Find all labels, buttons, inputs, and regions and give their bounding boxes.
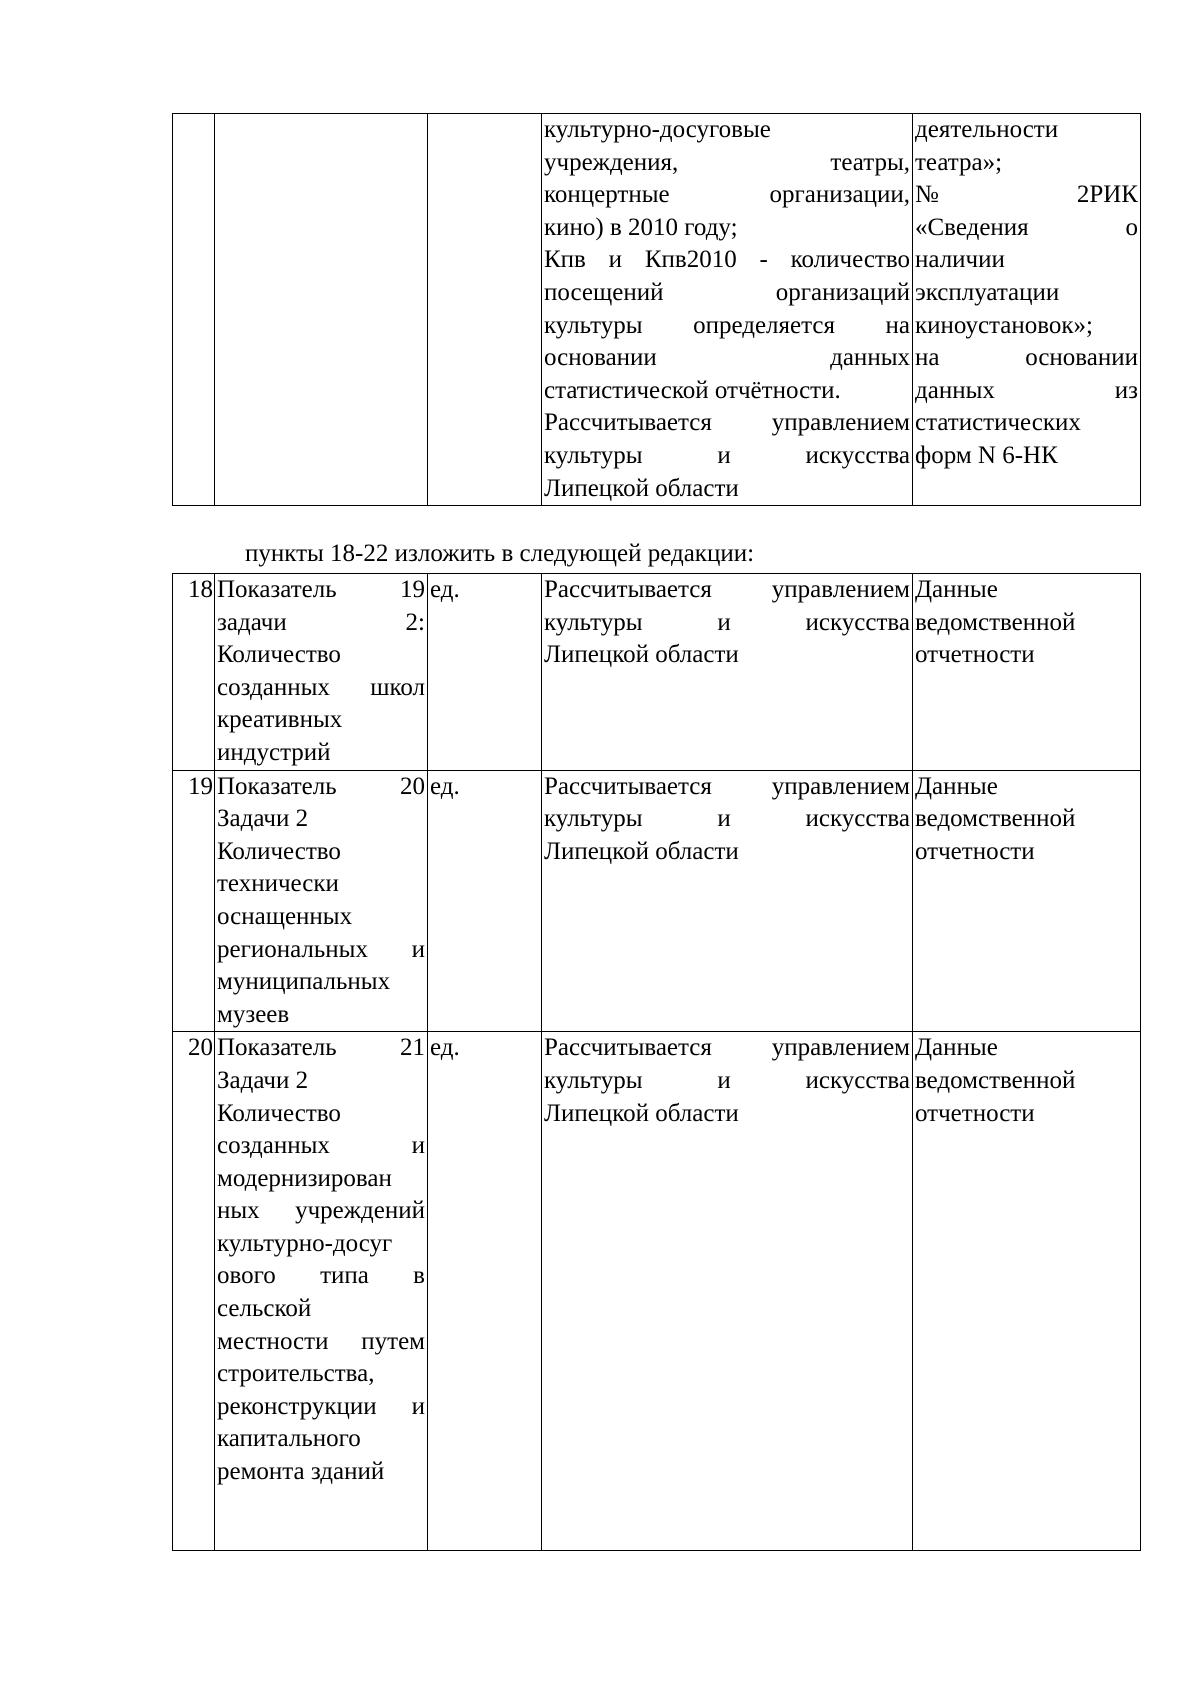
text-line: технически — [217, 870, 339, 898]
indicators-table — [172, 573, 1141, 1551]
text-line: Липецкой области — [544, 474, 739, 502]
source-cell — [913, 1032, 1141, 1551]
text-line: данных из — [915, 376, 1138, 404]
table-row — [173, 1032, 1141, 1551]
text-line: капитального — [217, 1425, 361, 1453]
text-line: наличии — [915, 246, 1005, 274]
text-line: Данные — [915, 576, 998, 603]
text-line: индустрий — [217, 738, 331, 766]
text-line: Показатель 19 — [217, 576, 425, 603]
text-line: музеев — [217, 1000, 290, 1028]
text-line: статистической отчётности. — [544, 376, 841, 404]
table-row — [173, 574, 1141, 771]
text-line: местности путем — [217, 1327, 425, 1355]
text-line: форм N 6-НК — [915, 441, 1058, 469]
text-line: посещений организаций — [544, 278, 910, 306]
text-line: Рассчитывается управлением — [544, 1034, 910, 1062]
row-number: 18 — [173, 574, 215, 771]
text-line: строительства, — [217, 1360, 375, 1388]
text-line: региональных и — [217, 935, 425, 963]
text-line: на основании — [915, 344, 1138, 372]
text-line: Липецкой области — [544, 641, 739, 669]
continued-table — [172, 113, 1141, 506]
text-line: ведомственной — [915, 1066, 1076, 1094]
text-line: ового типа в — [217, 1262, 425, 1290]
table-row — [173, 770, 1141, 1032]
text-line: отчетности — [915, 837, 1035, 865]
text-line: театра»; — [915, 148, 1003, 176]
text-line: реконструкции и — [217, 1392, 425, 1420]
row-number-cell — [173, 114, 215, 506]
text-line: кино) в 2010 году; — [544, 213, 738, 241]
text-line: Показатель 20 — [217, 772, 425, 800]
text-line: Количество — [217, 837, 341, 865]
text-line: культуры и искусства — [544, 805, 910, 833]
text-line: муниципальных — [217, 968, 391, 996]
unit-cell — [428, 114, 542, 506]
source-cell — [913, 114, 1141, 506]
text-line: № 2РИК — [915, 181, 1138, 209]
unit-cell: ед. — [428, 574, 542, 771]
text-line: ведомственной — [915, 805, 1076, 833]
text-line: культуры и искусства — [544, 608, 910, 636]
row-number: 19 — [173, 770, 215, 1032]
method-cell — [542, 114, 913, 506]
text-line: Количество — [217, 641, 341, 669]
indicator-cell — [215, 114, 428, 506]
text-line: Задачи 2 — [217, 805, 309, 833]
row-number: 20 — [173, 1032, 215, 1551]
text-line: Данные — [915, 772, 998, 800]
text-line: Количество — [217, 1099, 341, 1127]
text-line: учреждения, театры, — [544, 148, 910, 176]
text-line: Задачи 2 — [217, 1066, 309, 1094]
amendment-paragraph: пункты 18-22 изложить в следующей редакции: — [245, 540, 755, 567]
text-line: деятельности — [915, 116, 1059, 143]
source-cell — [913, 574, 1141, 771]
text-line: «Сведения о — [915, 213, 1138, 241]
text-line: отчетности — [915, 1099, 1035, 1127]
text-line: ремонта зданий — [217, 1458, 385, 1486]
text-line: ведомственной — [915, 608, 1076, 636]
text-line: эксплуатации — [915, 278, 1060, 306]
text-line: модернизирован — [217, 1164, 392, 1192]
text-line: отчетности — [915, 641, 1035, 669]
text-line: Липецкой области — [544, 1099, 739, 1127]
text-line: концертные организации, — [544, 181, 910, 209]
text-line: Рассчитывается управлением — [544, 409, 910, 437]
text-line: киноустановок»; — [915, 311, 1093, 339]
method-cell — [542, 574, 913, 771]
source-cell — [913, 770, 1141, 1032]
text-line: культуры и искусства — [544, 441, 910, 469]
text-line: основании данных — [544, 344, 910, 372]
text-line: ных учреждений — [217, 1197, 425, 1225]
method-cell — [542, 1032, 913, 1551]
text-line: статистических — [915, 409, 1081, 437]
text-line: Рассчитывается управлением — [544, 576, 910, 603]
text-line: культуры и искусства — [544, 1066, 910, 1094]
text-line: созданных и — [217, 1132, 425, 1160]
method-cell — [542, 770, 913, 1032]
text-line: Кпв и Кпв2010 - количество — [544, 246, 910, 274]
unit-cell: ед. — [428, 1032, 542, 1551]
indicator-cell — [215, 770, 428, 1032]
text-line: созданных школ — [217, 673, 425, 701]
text-line: культуры определяется на — [544, 311, 910, 339]
table-row — [173, 114, 1141, 506]
text-line: Данные — [915, 1034, 998, 1062]
text-line: Показатель 21 — [217, 1034, 425, 1062]
indicator-cell — [215, 1032, 428, 1551]
text-line: задачи 2: — [217, 608, 425, 636]
text-line: креативных — [217, 706, 343, 734]
indicator-cell — [215, 574, 428, 771]
text-line: культурно-досуг — [217, 1229, 393, 1257]
text-line: оснащенных — [217, 902, 353, 930]
unit-cell: ед. — [428, 770, 542, 1032]
text-line: культурно-досуговые — [544, 116, 771, 143]
text-line: Рассчитывается управлением — [544, 772, 910, 800]
text-line: Липецкой области — [544, 837, 739, 865]
text-line: сельской — [217, 1295, 312, 1323]
